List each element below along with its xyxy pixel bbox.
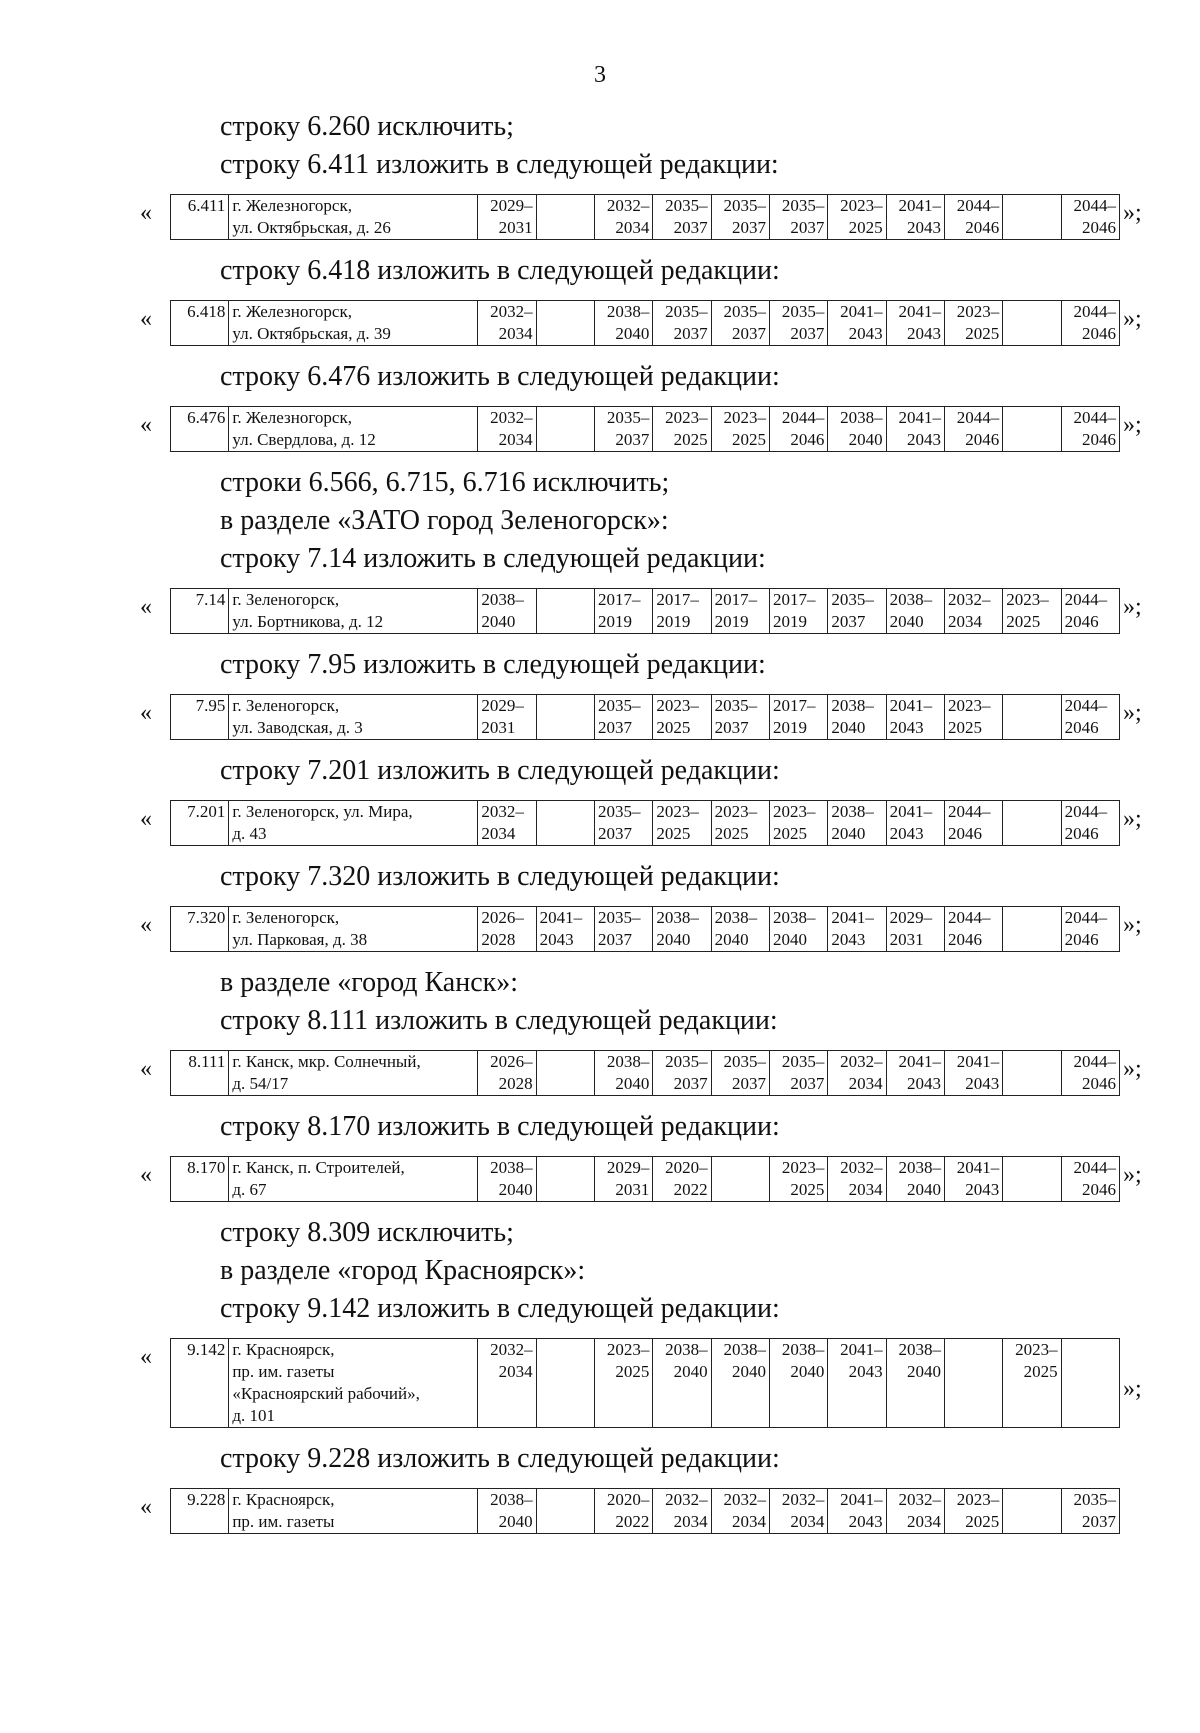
year-range-cell: 2038– 2040 bbox=[886, 589, 944, 634]
amendment-table bbox=[140, 194, 1142, 240]
year-range-cell: 2035– 2037 bbox=[595, 801, 653, 846]
table-row bbox=[171, 907, 1120, 952]
year-range-cell: 2023– 2025 bbox=[711, 407, 769, 452]
year-range-cell: 2041– 2043 bbox=[886, 1051, 944, 1096]
year-range-cell: 2032– 2034 bbox=[478, 301, 536, 346]
year-range-cell: 2035– 2037 bbox=[653, 301, 711, 346]
table-row bbox=[171, 695, 1120, 740]
year-range-cell: 2020– 2022 bbox=[653, 1157, 711, 1202]
open-quote: « bbox=[140, 200, 152, 226]
year-range-cell: 2041– 2043 bbox=[886, 801, 944, 846]
year-range-cell: 2041– 2043 bbox=[828, 301, 886, 346]
year-range-cell bbox=[711, 1157, 769, 1202]
paragraph: строку 8.309 исключить; bbox=[220, 1217, 514, 1248]
table-row bbox=[171, 1489, 1120, 1534]
paragraph: в разделе «город Канск»: bbox=[220, 967, 519, 998]
year-range-cell: 2041– 2043 bbox=[944, 1051, 1002, 1096]
open-quote: « bbox=[140, 1494, 152, 1520]
address-cell: г. Канск, п. Строителей, д. 67 bbox=[229, 1157, 478, 1202]
year-range-cell: 2035– 2037 bbox=[769, 1051, 827, 1096]
amendment-table bbox=[140, 694, 1142, 740]
table-row bbox=[171, 1157, 1120, 1202]
paragraph: строку 7.201 изложить в следующей редакции: bbox=[220, 755, 780, 786]
year-range-cell: 2023– 2025 bbox=[653, 695, 711, 740]
close-quote: »; bbox=[1123, 1162, 1142, 1188]
year-range-cell: 2044– 2046 bbox=[944, 195, 1002, 240]
amendment-table bbox=[140, 300, 1142, 346]
close-quote: »; bbox=[1123, 700, 1142, 726]
year-range-cell: 2029– 2031 bbox=[478, 695, 536, 740]
paragraph: строку 9.142 изложить в следующей редакции: bbox=[220, 1293, 780, 1324]
year-range-cell: 2032– 2034 bbox=[478, 407, 536, 452]
year-range-cell: 2032– 2034 bbox=[944, 589, 1002, 634]
row-number: 7.201 bbox=[171, 801, 229, 846]
year-range-cell bbox=[1003, 1157, 1061, 1202]
year-range-cell bbox=[536, 195, 594, 240]
year-range-cell bbox=[536, 801, 594, 846]
year-range-cell bbox=[1003, 195, 1061, 240]
open-quote: « bbox=[140, 594, 152, 620]
year-range-cell: 2044– 2046 bbox=[1061, 1051, 1119, 1096]
year-range-cell: 2044– 2046 bbox=[769, 407, 827, 452]
year-range-cell: 2032– 2034 bbox=[478, 1339, 536, 1428]
year-range-cell: 2017– 2019 bbox=[595, 589, 653, 634]
year-range-cell: 2044– 2046 bbox=[1061, 801, 1119, 846]
row-number: 6.411 bbox=[171, 195, 229, 240]
year-range-cell: 2020– 2022 bbox=[595, 1489, 653, 1534]
paragraph: строку 8.170 изложить в следующей редакции: bbox=[220, 1111, 780, 1142]
year-range-cell: 2044– 2046 bbox=[1061, 1157, 1119, 1202]
year-range-cell: 2038– 2040 bbox=[478, 589, 536, 634]
open-quote: « bbox=[140, 412, 152, 438]
address-cell: г. Зеленогорск, ул. Парковая, д. 38 bbox=[229, 907, 478, 952]
year-range-cell: 2041– 2043 bbox=[536, 907, 594, 952]
amendment-table bbox=[140, 406, 1142, 452]
document-body bbox=[140, 108, 1142, 1546]
year-range-cell: 2038– 2040 bbox=[711, 1339, 769, 1428]
paragraph: строку 7.14 изложить в следующей редакции: bbox=[220, 543, 766, 574]
year-range-cell: 2023– 2025 bbox=[944, 1489, 1002, 1534]
year-range-cell: 2035– 2037 bbox=[653, 1051, 711, 1096]
year-range-cell: 2044– 2046 bbox=[1061, 907, 1119, 952]
close-quote: »; bbox=[1123, 594, 1142, 620]
year-range-cell: 2032– 2034 bbox=[828, 1051, 886, 1096]
row-number: 7.14 bbox=[171, 589, 229, 634]
table-row bbox=[171, 589, 1120, 634]
amendment-table bbox=[140, 1050, 1142, 1096]
close-quote: »; bbox=[1123, 200, 1142, 226]
paragraph: в разделе «город Красноярск»: bbox=[220, 1255, 586, 1286]
year-range-cell: 2035– 2037 bbox=[1061, 1489, 1119, 1534]
year-range-cell: 2023– 2025 bbox=[769, 1157, 827, 1202]
year-range-cell: 2032– 2034 bbox=[886, 1489, 944, 1534]
address-cell: г. Красноярск, пр. им. газеты «Красноярский рабочий», д. 101 bbox=[229, 1339, 478, 1428]
year-range-cell bbox=[536, 695, 594, 740]
paragraph: строку 6.411 изложить в следующей редакции: bbox=[220, 149, 779, 180]
close-quote: »; bbox=[1123, 306, 1142, 332]
year-range-cell bbox=[536, 301, 594, 346]
year-range-cell bbox=[1003, 301, 1061, 346]
year-range-cell: 2032– 2034 bbox=[653, 1489, 711, 1534]
open-quote: « bbox=[140, 1056, 152, 1082]
paragraph: строку 7.95 изложить в следующей редакции: bbox=[220, 649, 766, 680]
year-range-cell: 2041– 2043 bbox=[944, 1157, 1002, 1202]
year-range-cell bbox=[1003, 801, 1061, 846]
open-quote: « bbox=[140, 1162, 152, 1188]
amendment-table bbox=[140, 800, 1142, 846]
address-cell: г. Зеленогорск, ул. Мира, д. 43 bbox=[229, 801, 478, 846]
close-quote: »; bbox=[1123, 412, 1142, 438]
year-range-cell bbox=[1003, 1051, 1061, 1096]
year-range-cell: 2044– 2046 bbox=[944, 801, 1002, 846]
page-number: 3 bbox=[594, 62, 606, 88]
table-row bbox=[171, 195, 1120, 240]
paragraph: строку 9.228 изложить в следующей редакции: bbox=[220, 1443, 780, 1474]
year-range-cell: 2032– 2034 bbox=[478, 801, 536, 846]
year-range-cell: 2035– 2037 bbox=[711, 195, 769, 240]
year-range-cell: 2032– 2034 bbox=[711, 1489, 769, 1534]
year-range-cell: 2038– 2040 bbox=[769, 907, 827, 952]
year-range-cell: 2026– 2028 bbox=[478, 1051, 536, 1096]
year-range-cell bbox=[536, 1339, 594, 1428]
row-number: 9.142 bbox=[171, 1339, 229, 1428]
year-range-cell: 2038– 2040 bbox=[653, 1339, 711, 1428]
row-number: 8.111 bbox=[171, 1051, 229, 1096]
year-range-cell: 2035– 2037 bbox=[711, 1051, 769, 1096]
year-range-cell bbox=[536, 1489, 594, 1534]
year-range-cell: 2023– 2025 bbox=[1003, 1339, 1061, 1428]
amendment-table bbox=[140, 906, 1142, 952]
amendment-table bbox=[140, 588, 1142, 634]
row-number: 7.320 bbox=[171, 907, 229, 952]
year-range-cell: 2035– 2037 bbox=[595, 907, 653, 952]
year-range-cell: 2023– 2025 bbox=[653, 801, 711, 846]
year-range-cell: 2041– 2043 bbox=[828, 907, 886, 952]
paragraph: в разделе «ЗАТО город Зеленогорск»: bbox=[220, 505, 669, 536]
address-cell: г. Красноярск, пр. им. газеты bbox=[229, 1489, 478, 1534]
open-quote: « bbox=[140, 306, 152, 332]
address-cell: г. Железногорск, ул. Октябрьская, д. 39 bbox=[229, 301, 478, 346]
year-range-cell: 2017– 2019 bbox=[711, 589, 769, 634]
year-range-cell bbox=[1003, 1489, 1061, 1534]
open-quote: « bbox=[140, 912, 152, 938]
year-range-cell: 2029– 2031 bbox=[595, 1157, 653, 1202]
paragraph: строку 6.418 изложить в следующей редакции: bbox=[220, 255, 780, 286]
year-range-cell: 2044– 2046 bbox=[1061, 407, 1119, 452]
year-range-cell: 2035– 2037 bbox=[828, 589, 886, 634]
address-cell: г. Железногорск, ул. Свердлова, д. 12 bbox=[229, 407, 478, 452]
paragraph: строки 6.566, 6.715, 6.716 исключить; bbox=[220, 467, 670, 498]
paragraph: строку 7.320 изложить в следующей редакции: bbox=[220, 861, 780, 892]
year-range-cell: 2038– 2040 bbox=[828, 801, 886, 846]
year-range-cell: 2041– 2043 bbox=[886, 695, 944, 740]
year-range-cell: 2023– 2025 bbox=[944, 695, 1002, 740]
year-range-cell: 2017– 2019 bbox=[769, 695, 827, 740]
close-quote: »; bbox=[1123, 1056, 1142, 1082]
row-number: 6.418 bbox=[171, 301, 229, 346]
year-range-cell: 2017– 2019 bbox=[769, 589, 827, 634]
year-range-cell: 2035– 2037 bbox=[653, 195, 711, 240]
year-range-cell bbox=[536, 1051, 594, 1096]
year-range-cell: 2023– 2025 bbox=[1003, 589, 1061, 634]
table-row bbox=[171, 801, 1120, 846]
year-range-cell: 2023– 2025 bbox=[711, 801, 769, 846]
year-range-cell: 2038– 2040 bbox=[769, 1339, 827, 1428]
year-range-cell: 2038– 2040 bbox=[595, 1051, 653, 1096]
year-range-cell: 2035– 2037 bbox=[711, 301, 769, 346]
year-range-cell bbox=[536, 407, 594, 452]
table-row bbox=[171, 1339, 1120, 1428]
year-range-cell: 2029– 2031 bbox=[478, 195, 536, 240]
year-range-cell: 2038– 2040 bbox=[886, 1339, 944, 1428]
address-cell: г. Канск, мкр. Солнечный, д. 54/17 bbox=[229, 1051, 478, 1096]
address-cell: г. Железногорск, ул. Октябрьская, д. 26 bbox=[229, 195, 478, 240]
row-number: 9.228 bbox=[171, 1489, 229, 1534]
amendment-table bbox=[140, 1156, 1142, 1202]
year-range-cell: 2035– 2037 bbox=[769, 301, 827, 346]
year-range-cell: 2035– 2037 bbox=[595, 695, 653, 740]
year-range-cell: 2026– 2028 bbox=[478, 907, 536, 952]
year-range-cell: 2023– 2025 bbox=[653, 407, 711, 452]
row-number: 7.95 bbox=[171, 695, 229, 740]
year-range-cell: 2023– 2025 bbox=[944, 301, 1002, 346]
year-range-cell: 2032– 2034 bbox=[828, 1157, 886, 1202]
open-quote: « bbox=[140, 1344, 152, 1370]
year-range-cell: 2038– 2040 bbox=[653, 907, 711, 952]
year-range-cell: 2041– 2043 bbox=[886, 301, 944, 346]
year-range-cell: 2035– 2037 bbox=[595, 407, 653, 452]
year-range-cell: 2038– 2040 bbox=[478, 1489, 536, 1534]
address-cell: г. Зеленогорск, ул. Заводская, д. 3 bbox=[229, 695, 478, 740]
year-range-cell bbox=[536, 589, 594, 634]
amendment-table bbox=[140, 1488, 1130, 1534]
year-range-cell: 2038– 2040 bbox=[711, 907, 769, 952]
year-range-cell: 2044– 2046 bbox=[1061, 195, 1119, 240]
year-range-cell bbox=[1061, 1339, 1119, 1428]
year-range-cell: 2023– 2025 bbox=[769, 801, 827, 846]
year-range-cell bbox=[1003, 907, 1061, 952]
year-range-cell bbox=[1003, 695, 1061, 740]
year-range-cell: 2044– 2046 bbox=[944, 407, 1002, 452]
year-range-cell: 2044– 2046 bbox=[1061, 695, 1119, 740]
close-quote: »; bbox=[1123, 912, 1142, 938]
year-range-cell: 2041– 2043 bbox=[886, 407, 944, 452]
year-range-cell: 2044– 2046 bbox=[1061, 589, 1119, 634]
year-range-cell: 2038– 2040 bbox=[478, 1157, 536, 1202]
year-range-cell: 2038– 2040 bbox=[886, 1157, 944, 1202]
year-range-cell: 2035– 2037 bbox=[711, 695, 769, 740]
year-range-cell: 2038– 2040 bbox=[595, 301, 653, 346]
amendment-table bbox=[140, 1338, 1142, 1428]
paragraph: строку 6.260 исключить; bbox=[220, 111, 514, 142]
year-range-cell bbox=[944, 1339, 1002, 1428]
year-range-cell bbox=[536, 1157, 594, 1202]
year-range-cell: 2038– 2040 bbox=[828, 407, 886, 452]
year-range-cell: 2029– 2031 bbox=[886, 907, 944, 952]
open-quote: « bbox=[140, 700, 152, 726]
year-range-cell: 2041– 2043 bbox=[828, 1339, 886, 1428]
table-row bbox=[171, 1051, 1120, 1096]
year-range-cell: 2032– 2034 bbox=[769, 1489, 827, 1534]
address-cell: г. Зеленогорск, ул. Бортникова, д. 12 bbox=[229, 589, 478, 634]
table-row bbox=[171, 407, 1120, 452]
close-quote: »; bbox=[1123, 806, 1142, 832]
year-range-cell: 2041– 2043 bbox=[828, 1489, 886, 1534]
year-range-cell: 2023– 2025 bbox=[595, 1339, 653, 1428]
close-quote: »; bbox=[1123, 1376, 1142, 1402]
year-range-cell: 2038– 2040 bbox=[828, 695, 886, 740]
row-number: 8.170 bbox=[171, 1157, 229, 1202]
table-row bbox=[171, 301, 1120, 346]
year-range-cell: 2044– 2046 bbox=[1061, 301, 1119, 346]
year-range-cell: 2041– 2043 bbox=[886, 195, 944, 240]
paragraph: строку 8.111 изложить в следующей редакции: bbox=[220, 1005, 778, 1036]
year-range-cell: 2032– 2034 bbox=[595, 195, 653, 240]
year-range-cell: 2035– 2037 bbox=[769, 195, 827, 240]
row-number: 6.476 bbox=[171, 407, 229, 452]
paragraph: строку 6.476 изложить в следующей редакции: bbox=[220, 361, 780, 392]
year-range-cell: 2023– 2025 bbox=[828, 195, 886, 240]
year-range-cell: 2044– 2046 bbox=[944, 907, 1002, 952]
year-range-cell: 2017– 2019 bbox=[653, 589, 711, 634]
year-range-cell bbox=[1003, 407, 1061, 452]
open-quote: « bbox=[140, 806, 152, 832]
